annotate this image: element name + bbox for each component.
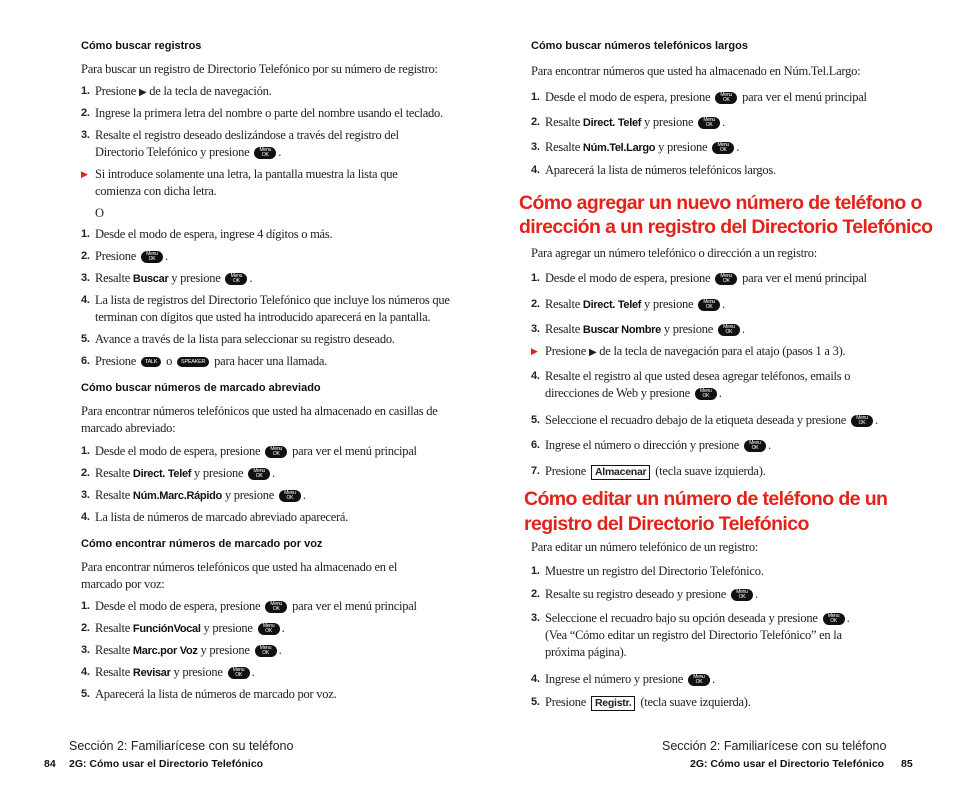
step-number: 5. <box>531 696 540 708</box>
step <box>531 162 925 179</box>
step-text: (tecla suave izquierda). <box>652 464 766 478</box>
step-text: . <box>741 322 745 336</box>
note <box>531 343 945 361</box>
step-text: . <box>722 297 726 311</box>
step-text: Ingrese el número y presione <box>545 672 686 686</box>
step-text: . <box>767 438 771 452</box>
menu-item-label: Direct. Telef <box>582 117 642 129</box>
step <box>81 686 455 703</box>
note-triangle-icon: ▶ <box>81 169 88 179</box>
footer-section: Sección 2: Familiarícese con su teléfono <box>69 739 294 753</box>
step-text: Desde el modo de espera, presione <box>545 271 714 285</box>
menu-item-label: Núm.Marc.Rápido <box>132 490 222 502</box>
section-heading: Cómo encontrar números de marcado por voz <box>81 538 323 550</box>
menu-ok-key-icon: Menu OK <box>258 623 280 635</box>
step-number: 2. <box>81 250 90 262</box>
step-text: Muestre un registro del Directorio Telefónico. <box>545 564 764 578</box>
step-text: Resalte el registro al que usted desea agregar teléfonos, emails o direcciones de Web y presione <box>545 369 851 400</box>
step-text: Resalte <box>545 140 583 154</box>
step-text: Resalte su registro deseado y presione <box>545 587 729 601</box>
step-text: La lista de números de marcado abreviado aparecerá. <box>95 510 349 524</box>
step-text: Resalte <box>95 488 133 502</box>
step-text: Resalte <box>95 621 133 635</box>
step-text: o <box>163 354 176 368</box>
step-text: Presione <box>545 695 589 709</box>
step-text: Resalte <box>95 665 133 679</box>
step <box>81 105 455 122</box>
talk-key-icon: TALK <box>141 357 161 367</box>
step <box>531 139 925 157</box>
menu-ok-key-icon: Menu OK <box>718 324 740 336</box>
step <box>531 321 925 339</box>
step-text: Desde el modo de espera, presione <box>95 599 264 613</box>
step-number: 6. <box>81 355 90 367</box>
menu-item-label: Direct. Telef <box>132 468 192 480</box>
step-text: para ver el menú principal <box>739 271 867 285</box>
step <box>81 465 455 483</box>
step-number: 1. <box>81 85 90 97</box>
step-number: 3. <box>531 612 540 624</box>
softkey-label: Buscar <box>132 273 169 285</box>
step-text: y presione <box>170 665 226 679</box>
note-text: de la tecla de navegación para el atajo (pasos 1 a 3). <box>596 344 846 358</box>
step-text: . <box>249 271 253 285</box>
step-number: 4. <box>81 666 90 678</box>
menu-ok-key-icon: Menu OK <box>688 674 710 686</box>
section-title: Cómo agregar un nuevo número de teléfono o <box>519 192 922 214</box>
step <box>81 598 465 615</box>
step-text: Avance a través de la lista para seleccionar su registro deseado. <box>95 332 395 346</box>
step-text: Presione <box>545 464 589 478</box>
step-text: . <box>754 587 758 601</box>
intro-text: Para encontrar números telefónicos que usted ha almacenado en casillas de marcado abreviado: <box>81 404 438 435</box>
step-text: . <box>251 665 255 679</box>
step-number: 3. <box>81 129 90 141</box>
step-number: 3. <box>531 323 540 335</box>
step-number: 4. <box>81 511 90 523</box>
step-number: 4. <box>531 164 540 176</box>
step-text: Resalte <box>545 115 583 129</box>
step <box>81 331 455 348</box>
step-text: Presione <box>95 84 139 98</box>
step-text: y presione <box>191 466 247 480</box>
step-text: (Vea “Cómo editar un registro del Directorio Telefónico” en la próxima página). <box>545 628 842 659</box>
step-text: Resalte <box>95 466 133 480</box>
step-text: . <box>272 466 276 480</box>
step-number: 2. <box>531 298 540 310</box>
menu-ok-key-icon: Menu OK <box>255 645 277 657</box>
menu-ok-key-icon: Menu OK <box>715 92 737 104</box>
step-text: Desde el modo de espera, presione <box>95 444 264 458</box>
menu-ok-key-icon: Menu OK <box>265 601 287 613</box>
menu-item-label: Núm.Tel.Largo <box>582 142 656 154</box>
step-number: 4. <box>531 370 540 382</box>
menu-ok-key-icon: Menu OK <box>254 147 276 159</box>
intro-text: Para encontrar números telefónicos que usted ha almacenado en el marcado por voz: <box>81 560 398 591</box>
section-heading: Cómo buscar registros <box>81 40 202 52</box>
step-text: Resalte <box>95 643 133 657</box>
step-number: 4. <box>81 294 90 306</box>
menu-ok-key-icon: Menu OK <box>851 415 873 427</box>
step-text: . <box>281 621 285 635</box>
intro-text: Para buscar un registro de Directorio Telefónico por su número de registro: <box>81 62 438 76</box>
step-text: para ver el menú principal <box>289 444 417 458</box>
step-text: . <box>164 249 168 263</box>
step-number: 3. <box>81 489 90 501</box>
step-number: 3. <box>531 141 540 153</box>
step <box>531 586 925 603</box>
step-number: 1. <box>531 91 540 103</box>
step-number: 3. <box>81 644 90 656</box>
menu-ok-key-icon: Menu OK <box>695 388 717 400</box>
step <box>81 127 425 161</box>
right-arrow-icon: ▶ <box>138 87 147 98</box>
step-text: Resalte el registro deseado deslizándose a través del registro del Directorio Telefónico y presione <box>95 128 399 159</box>
step-number: 2. <box>531 588 540 600</box>
or-separator: O <box>95 206 104 220</box>
menu-ok-key-icon: Menu OK <box>744 440 766 452</box>
step <box>81 509 455 526</box>
step-text: y presione <box>200 621 256 635</box>
step-number: 6. <box>531 439 540 451</box>
footer-chapter: 2G: Cómo usar el Directorio Telefónico <box>69 758 264 770</box>
step-text: Aparecerá la lista de números de marcado por voz. <box>95 687 337 701</box>
step <box>81 443 465 460</box>
step-text: Presione <box>95 249 139 263</box>
menu-ok-key-icon: Menu OK <box>248 468 270 480</box>
step-number: 4. <box>531 673 540 685</box>
menu-ok-key-icon: Menu OK <box>715 273 737 285</box>
step-text: La lista de registros del Directorio Telefónico que incluye los números que terminan con dígitos que usted ha introducido aparecerá en la pantalla. <box>95 293 450 324</box>
step-text: (tecla suave izquierda). <box>637 695 751 709</box>
step-text: y presione <box>641 115 697 129</box>
step-text: Aparecerá la lista de números telefónicos largos. <box>545 163 776 177</box>
step <box>531 89 945 106</box>
step-text: Desde el modo de espera, presione <box>545 90 714 104</box>
intro-text: Para editar un número telefónico de un registro: <box>531 540 759 554</box>
section-title: Cómo editar un número de teléfono de un <box>524 488 888 510</box>
menu-ok-key-icon: Menu OK <box>225 273 247 285</box>
step-text: Resalte <box>545 322 583 336</box>
step-number: 5. <box>81 688 90 700</box>
step <box>531 368 875 402</box>
step-text: Resalte <box>95 271 133 285</box>
step-text: de la tecla de navegación. <box>146 84 272 98</box>
step-text: Ingrese la primera letra del nombre o parte del nombre usando el teclado. <box>95 106 443 120</box>
step <box>81 487 455 505</box>
intro-text: Para encontrar números que usted ha almacenado en Núm.Tel.Largo: <box>531 64 861 78</box>
step-number: 1. <box>81 600 90 612</box>
step-text: . <box>722 115 726 129</box>
step-text: Desde el modo de espera, ingrese 4 dígitos o más. <box>95 227 333 241</box>
step <box>531 412 954 429</box>
step-number: 1. <box>81 228 90 240</box>
step <box>531 270 945 287</box>
step-text: . <box>846 611 850 625</box>
step-number: 1. <box>531 565 540 577</box>
step-text: . <box>736 140 740 154</box>
step <box>531 563 925 580</box>
step-text: . <box>278 643 282 657</box>
step-number: 2. <box>81 107 90 119</box>
step-number: 5. <box>81 333 90 345</box>
section-heading: Cómo buscar números de marcado abreviado <box>81 382 321 394</box>
step-text: y presione <box>221 488 277 502</box>
note-text: Presione <box>545 344 589 358</box>
menu-ok-key-icon: Menu OK <box>265 446 287 458</box>
page-number: 84 <box>44 758 56 770</box>
note <box>81 166 425 200</box>
section-title: registro del Directorio Telefónico <box>524 513 809 535</box>
menu-item-label: Revisar <box>132 667 171 679</box>
step <box>531 671 925 688</box>
step-text: . <box>278 145 282 159</box>
speaker-key-icon: SPEAKER <box>177 357 209 367</box>
step <box>81 226 455 243</box>
menu-ok-key-icon: Menu OK <box>279 490 301 502</box>
menu-ok-key-icon: Menu OK <box>228 667 250 679</box>
step-number: 5. <box>531 414 540 426</box>
step-number: 1. <box>81 445 90 457</box>
intro-text: Para agregar un número telefónico o dirección a un registro: <box>531 246 817 260</box>
step-text: Seleccione el recuadro bajo su opción deseada y presione <box>545 611 821 625</box>
step <box>81 620 455 638</box>
menu-item-label: FunciónVocal <box>132 623 201 635</box>
right-arrow-icon: ▶ <box>588 347 597 358</box>
softkey-label: Registr. <box>591 696 636 711</box>
step <box>531 694 925 711</box>
footer-chapter: 2G: Cómo usar el Directorio Telefónico <box>690 758 885 770</box>
step-text: para hacer una llamada. <box>211 354 328 368</box>
step-number: 2. <box>531 116 540 128</box>
step-text: . <box>302 488 306 502</box>
step-text: Resalte <box>545 297 583 311</box>
step-text: para ver el menú principal <box>739 90 867 104</box>
step <box>531 114 925 132</box>
step-number: 1. <box>531 272 540 284</box>
menu-ok-key-icon: Menu OK <box>712 142 734 154</box>
section-heading: Cómo buscar números telefónicos largos <box>531 40 748 52</box>
menu-item-label: Buscar Nombre <box>582 324 661 336</box>
menu-ok-key-icon: Menu OK <box>731 589 753 601</box>
step-text: . <box>874 413 878 427</box>
menu-ok-key-icon: Menu OK <box>698 117 720 129</box>
step-text: y presione <box>197 643 253 657</box>
step <box>81 353 455 370</box>
step-text: y presione <box>641 297 697 311</box>
step-number: 3. <box>81 272 90 284</box>
step <box>81 292 455 326</box>
step <box>81 248 455 265</box>
step-text: y presione <box>168 271 224 285</box>
menu-ok-key-icon: Menu OK <box>141 251 163 263</box>
step <box>531 296 925 314</box>
page-number: 85 <box>901 758 913 770</box>
step-text: y presione <box>660 322 716 336</box>
step <box>531 463 925 480</box>
note-triangle-icon: ▶ <box>531 346 538 356</box>
step-text: . <box>711 672 715 686</box>
section-title: dirección a un registro del Directorio Telefónico <box>519 216 933 238</box>
step-text: Seleccione el recuadro debajo de la etiqueta deseada y presione <box>545 413 849 427</box>
note-text: Si introduce solamente una letra, la pantalla muestra la lista que comienza con dicha letra. <box>95 167 398 198</box>
step <box>531 610 875 661</box>
step <box>81 83 455 101</box>
step-text: y presione <box>655 140 711 154</box>
right-page <box>477 0 954 795</box>
step-text: . <box>718 386 722 400</box>
step-text: para ver el menú principal <box>289 599 417 613</box>
step-number: 2. <box>81 622 90 634</box>
step <box>81 642 455 660</box>
menu-item-label: Marc.por Voz <box>132 645 198 657</box>
menu-item-label: Direct. Telef <box>582 299 642 311</box>
softkey-label: Almacenar <box>591 465 650 480</box>
step-number: 7. <box>531 465 540 477</box>
step <box>81 664 455 682</box>
step-text: Ingrese el número o dirección y presione <box>545 438 742 452</box>
step <box>81 270 455 288</box>
step-text: Presione <box>95 354 139 368</box>
step <box>531 437 925 454</box>
footer-section: Sección 2: Familiarícese con su teléfono <box>662 739 887 753</box>
menu-ok-key-icon: Menu OK <box>698 299 720 311</box>
step-number: 2. <box>81 467 90 479</box>
menu-ok-key-icon: Menu OK <box>823 613 845 625</box>
